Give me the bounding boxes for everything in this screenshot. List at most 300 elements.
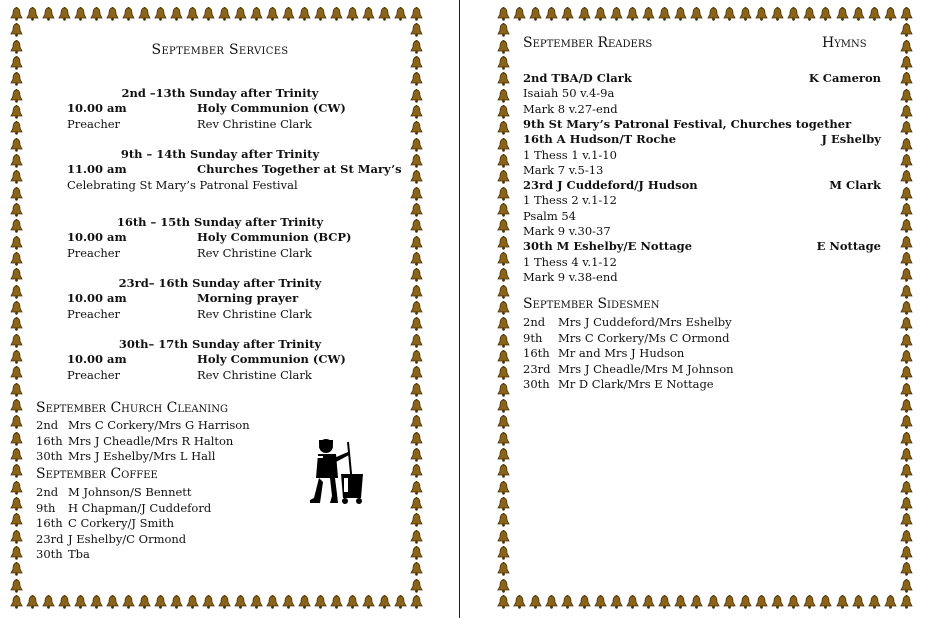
sidesmen-date: 23rd — [523, 361, 551, 376]
service-preacher: Rev Christine Clark — [197, 246, 312, 260]
hymns-name: K Cameron — [808, 71, 881, 85]
bell-icon — [900, 349, 913, 363]
bell-icon — [497, 137, 510, 151]
bell-icon — [900, 496, 913, 510]
bell-icon — [545, 6, 558, 20]
bell-icon — [378, 594, 391, 608]
bell-icon — [900, 578, 913, 592]
service-time: 10.00 am — [67, 352, 127, 366]
bell-icon — [900, 71, 913, 85]
bell-icon — [298, 594, 311, 608]
bell-icon — [819, 6, 832, 20]
bell-icon — [819, 594, 832, 608]
sidesmen-names: Mrs J Cuddeford/Mrs Eshelby — [558, 315, 732, 329]
bell-icon — [410, 186, 423, 200]
bell-icon — [868, 594, 881, 608]
bell-icon — [497, 365, 510, 379]
bell-icon — [739, 6, 752, 20]
reading: Mark 9 v.30-37 — [523, 224, 611, 238]
bell-icon — [900, 251, 913, 265]
coffee-date: 30th — [36, 547, 63, 561]
bell-icon — [410, 561, 423, 575]
bell-icon — [410, 414, 423, 428]
bell-icon — [410, 235, 423, 249]
bell-icon — [852, 6, 865, 20]
bell-icon — [410, 120, 423, 134]
service-event: Churches Together at St Mary’s — [197, 162, 402, 176]
bell-icon — [410, 6, 423, 20]
coffee-names: H Chapman/J Cuddeford — [68, 500, 212, 515]
bell-icon — [410, 545, 423, 559]
bell-icon — [900, 512, 913, 526]
bell-icon — [545, 594, 558, 608]
bell-icon — [497, 169, 510, 183]
service-preacher: Rev Christine Clark — [197, 368, 312, 382]
reading: 1 Thess 2 v.1-12 — [523, 193, 617, 208]
bell-icon — [642, 6, 655, 20]
service-event: Holy Communion (CW) — [197, 352, 346, 366]
bell-icon — [74, 6, 87, 20]
service-label: Preacher — [67, 117, 121, 131]
bell-icon — [362, 6, 375, 20]
reader-heading: 2nd TBA/D Clark — [523, 71, 632, 85]
bell-icon — [10, 104, 23, 118]
bell-icon — [234, 594, 247, 608]
bell-icon — [497, 39, 510, 53]
bell-icon — [10, 300, 23, 314]
hymns-name: E Nottage — [816, 239, 881, 254]
bell-icon — [410, 202, 423, 216]
bell-icon — [410, 104, 423, 118]
bell-icon — [497, 284, 510, 298]
bell-icon — [803, 6, 816, 20]
bell-icon — [610, 6, 623, 20]
bell-icon — [10, 6, 23, 20]
bell-icon — [497, 545, 510, 559]
reading: Isaiah 50 v.4-9a — [523, 86, 615, 101]
service-event: Holy Communion (CW) — [197, 101, 346, 115]
bell-icon — [10, 480, 23, 494]
reader-heading: 23rd J Cuddeford/J Hudson — [523, 178, 698, 193]
bell-icon — [10, 594, 23, 608]
bell-icon — [594, 594, 607, 608]
bell-icon — [900, 186, 913, 200]
sidesmen-date: 9th — [523, 330, 543, 345]
bell-icon — [674, 6, 687, 20]
bell-icon — [900, 235, 913, 249]
bell-icon — [787, 6, 800, 20]
bell-icon — [42, 594, 55, 608]
hymns-name: J Eshelby — [821, 132, 881, 147]
bell-icon — [658, 6, 671, 20]
bell-icon — [10, 120, 23, 134]
bell-icon — [282, 594, 295, 608]
reading: 1 Thess 1 v.1-10 — [523, 147, 617, 162]
bell-icon — [410, 349, 423, 363]
bell-icon — [497, 251, 510, 265]
service-label: Celebrating St Mary’s Patronal Festival — [67, 178, 298, 192]
bell-icon — [10, 529, 23, 543]
bell-icon — [410, 71, 423, 85]
bell-icon — [314, 594, 327, 608]
bell-icon — [410, 365, 423, 379]
bell-icon — [170, 6, 183, 20]
bell-icon — [707, 6, 720, 20]
sidesmen-date: 30th — [523, 377, 550, 391]
bell-icon — [900, 104, 913, 118]
bell-icon — [868, 6, 881, 20]
bell-icon — [497, 202, 510, 216]
bell-icon — [610, 594, 623, 608]
reader-heading: 9th St Mary’s Patronal Festival, Churches together — [523, 116, 852, 131]
bell-icon — [250, 6, 263, 20]
bell-icon — [497, 22, 510, 36]
bell-icon — [10, 365, 23, 379]
bell-icon — [884, 6, 897, 20]
service-preacher: Rev Christine Clark — [197, 307, 312, 321]
bell-icon — [561, 594, 574, 608]
bell-icon — [10, 186, 23, 200]
cleaning-title: September Church Cleaning — [36, 400, 228, 416]
bell-icon — [497, 447, 510, 461]
bell-icon — [900, 594, 913, 608]
coffee-names: J Eshelby/C Ormond — [68, 531, 187, 546]
bell-icon — [497, 6, 510, 20]
bell-icon — [10, 202, 23, 216]
bell-icon — [561, 6, 574, 20]
bell-icon — [346, 594, 359, 608]
reading: Mark 9 v.38-end — [523, 269, 618, 284]
bell-icon — [26, 594, 39, 608]
bell-icon — [154, 6, 167, 20]
bell-icon — [900, 545, 913, 559]
bell-icon — [852, 594, 865, 608]
bell-icon — [497, 349, 510, 363]
bell-icon — [900, 316, 913, 330]
bell-icon — [497, 235, 510, 249]
service-label: Preacher — [67, 246, 121, 260]
bell-icon — [900, 153, 913, 167]
bell-icon — [410, 251, 423, 265]
bell-icon — [900, 55, 913, 69]
bell-icon — [739, 594, 752, 608]
bell-icon — [10, 545, 23, 559]
bell-icon — [202, 594, 215, 608]
bell-icon — [642, 594, 655, 608]
bell-icon — [900, 218, 913, 232]
bell-icon — [529, 594, 542, 608]
bell-icon — [10, 447, 23, 461]
cleaning-names: Mrs J Cheadle/Mrs R Halton — [68, 433, 234, 448]
sidesmen-names: Mrs C Corkery/Ms C Ormond — [558, 330, 730, 345]
bell-icon — [10, 316, 23, 330]
service-event: Holy Communion (BCP) — [197, 230, 352, 244]
bell-icon — [900, 300, 913, 314]
bell-icon — [90, 594, 103, 608]
bell-icon — [266, 6, 279, 20]
bell-icon — [723, 594, 736, 608]
bell-icon — [900, 267, 913, 281]
reading: Mark 7 v.5-13 — [523, 162, 604, 177]
service-time: 10.00 am — [67, 101, 127, 115]
reader-heading: 16th A Hudson/T Roche — [523, 132, 677, 147]
bell-icon — [410, 529, 423, 543]
hymns-title: Hymns — [822, 35, 867, 51]
bell-icon — [513, 6, 526, 20]
bell-icon — [122, 6, 135, 20]
service-preacher: Rev Christine Clark — [197, 117, 312, 131]
bell-icon — [234, 6, 247, 20]
bell-icon — [10, 235, 23, 249]
sidesmen-date: 2nd — [523, 315, 546, 329]
cleaning-names: Mrs J Eshelby/Mrs L Hall — [68, 449, 216, 463]
bell-icon — [900, 169, 913, 183]
bell-icon — [170, 594, 183, 608]
left-page — [10, 6, 423, 608]
bell-icon — [122, 594, 135, 608]
service-heading: 16th – 15th Sunday after Trinity — [116, 215, 324, 229]
coffee-title: September Coffee — [36, 466, 158, 482]
bell-icon — [497, 333, 510, 347]
service-label: Preacher — [67, 368, 121, 382]
bell-icon — [497, 316, 510, 330]
bell-icon — [74, 594, 87, 608]
service-heading: 23rd– 16th Sunday after Trinity — [118, 276, 322, 290]
bell-icon — [497, 496, 510, 510]
bell-icon — [10, 431, 23, 445]
bell-icon — [900, 120, 913, 134]
cleaning-names: Mrs C Corkery/Mrs G Harrison — [68, 418, 250, 432]
bell-icon — [497, 88, 510, 102]
right-page — [497, 6, 913, 608]
bell-icon — [900, 414, 913, 428]
bell-icon — [900, 431, 913, 445]
bell-icon — [658, 594, 671, 608]
service-time: 11.00 am — [67, 162, 127, 176]
bell-icon — [900, 88, 913, 102]
bell-icon — [42, 6, 55, 20]
coffee-date: 9th — [36, 500, 56, 515]
bell-icon — [154, 594, 167, 608]
service-heading: 30th– 17th Sunday after Trinity — [118, 337, 322, 351]
bell-icon — [10, 22, 23, 36]
bell-icon — [900, 398, 913, 412]
bell-icon — [90, 6, 103, 20]
bell-icon — [282, 6, 295, 20]
bell-icon — [186, 6, 199, 20]
bell-icon — [900, 529, 913, 543]
bell-icon — [266, 594, 279, 608]
bell-icon — [410, 496, 423, 510]
coffee-date: 23rd — [36, 531, 64, 546]
bell-icon — [497, 480, 510, 494]
bell-icon — [513, 594, 526, 608]
bell-icon — [330, 6, 343, 20]
bell-icon — [497, 561, 510, 575]
bell-icon — [884, 594, 897, 608]
bell-icon — [26, 6, 39, 20]
bell-icon — [626, 6, 639, 20]
bell-icon — [497, 55, 510, 69]
bell-icon — [900, 480, 913, 494]
sidesmen-date: 16th — [523, 346, 550, 360]
bell-icon — [410, 594, 423, 608]
bell-icon — [410, 169, 423, 183]
service-heading: 2nd –13th Sunday after Trinity — [121, 86, 319, 100]
bell-icon — [10, 512, 23, 526]
bell-icon — [497, 594, 510, 608]
bell-icon — [900, 137, 913, 151]
bell-icon — [410, 316, 423, 330]
bell-icon — [497, 414, 510, 428]
service-time: 10.00 am — [67, 230, 127, 244]
bell-icon — [202, 6, 215, 20]
bell-icon — [10, 496, 23, 510]
bell-icon — [690, 594, 703, 608]
bell-icon — [378, 6, 391, 20]
bell-icon — [836, 6, 849, 20]
bell-icon — [497, 382, 510, 396]
sidesmen-title: September Sidesmen — [523, 296, 660, 312]
bell-icon — [723, 6, 736, 20]
bell-icon — [497, 431, 510, 445]
bell-icon — [497, 512, 510, 526]
bell-icon — [497, 398, 510, 412]
bell-icon — [410, 512, 423, 526]
bell-icon — [106, 6, 119, 20]
bell-icon — [410, 398, 423, 412]
bell-icon — [497, 463, 510, 477]
bell-icon — [138, 594, 151, 608]
bell-icon — [836, 594, 849, 608]
bell-icon — [218, 594, 231, 608]
bell-icon — [10, 169, 23, 183]
bell-icon — [410, 22, 423, 36]
bell-icon — [900, 333, 913, 347]
bell-icon — [10, 561, 23, 575]
bell-icon — [298, 6, 311, 20]
bell-icon — [497, 267, 510, 281]
hymns-name: M Clark — [829, 178, 881, 193]
coffee-names: M Johnson/S Bennett — [68, 485, 192, 499]
bell-icon — [362, 594, 375, 608]
sidesmen-names: Mr D Clark/Mrs E Nottage — [558, 377, 714, 391]
bell-icon — [330, 594, 343, 608]
bell-icon — [497, 578, 510, 592]
bell-icon — [707, 594, 720, 608]
bell-icon — [218, 6, 231, 20]
bell-icon — [771, 6, 784, 20]
bell-icon — [497, 153, 510, 167]
bell-icon — [186, 594, 199, 608]
bell-icon — [594, 6, 607, 20]
bell-icon — [138, 6, 151, 20]
bell-icon — [497, 71, 510, 85]
bell-icon — [394, 6, 407, 20]
coffee-date: 2nd — [36, 485, 59, 499]
reading: Mark 8 v.27-end — [523, 101, 618, 116]
bell-icon — [346, 6, 359, 20]
sidesmen-names: Mrs J Cheadle/Mrs M Johnson — [558, 361, 734, 376]
coffee-names: Tba — [68, 547, 90, 561]
bell-icon — [787, 594, 800, 608]
readers-title: September Readers — [523, 35, 653, 51]
bell-icon — [410, 300, 423, 314]
bell-icon — [10, 398, 23, 412]
bell-icon — [410, 578, 423, 592]
page-divider — [459, 0, 460, 618]
bell-icon — [755, 594, 768, 608]
bell-icon — [410, 431, 423, 445]
bell-icon — [529, 6, 542, 20]
bell-icon — [497, 186, 510, 200]
service-label: Preacher — [67, 307, 121, 321]
bell-icon — [106, 594, 119, 608]
bell-icon — [900, 284, 913, 298]
bell-icon — [497, 218, 510, 232]
bell-icon — [10, 578, 23, 592]
bell-icon — [497, 300, 510, 314]
bell-icon — [900, 202, 913, 216]
bell-icon — [900, 6, 913, 20]
services-title: September Services — [151, 42, 289, 58]
cleaning-date: 30th — [36, 449, 63, 463]
bell-icon — [803, 594, 816, 608]
bell-icon — [394, 594, 407, 608]
reader-heading: 30th M Eshelby/E Nottage — [523, 239, 693, 254]
sidesmen-names: Mr and Mrs J Hudson — [558, 346, 685, 360]
bell-icon — [10, 349, 23, 363]
bell-icon — [578, 6, 591, 20]
cleaning-date: 2nd — [36, 418, 59, 432]
bell-icon — [410, 480, 423, 494]
service-time: 10.00 am — [67, 291, 127, 305]
bell-icon — [314, 6, 327, 20]
service-event: Morning prayer — [197, 291, 299, 305]
reading: 1 Thess 4 v.1-12 — [523, 254, 617, 269]
bell-icon — [497, 529, 510, 543]
cleaning-date: 16th — [36, 433, 63, 448]
bell-icon — [410, 382, 423, 396]
bell-icon — [900, 22, 913, 36]
bell-icon — [10, 71, 23, 85]
coffee-names: C Corkery/J Smith — [68, 516, 175, 530]
reading: Psalm 54 — [523, 208, 577, 223]
bell-icon — [900, 382, 913, 396]
bell-icon — [900, 561, 913, 575]
bell-icon — [771, 594, 784, 608]
bell-icon — [497, 120, 510, 134]
service-heading: 9th – 14th Sunday after Trinity — [120, 147, 320, 161]
bell-icon — [10, 414, 23, 428]
bell-icon — [578, 594, 591, 608]
bell-icon — [900, 39, 913, 53]
bell-icon — [58, 6, 71, 20]
bell-icon — [755, 6, 768, 20]
cleaner-with-mop-icon — [308, 434, 368, 506]
bell-icon — [250, 594, 263, 608]
bell-icon — [497, 104, 510, 118]
coffee-date: 16th — [36, 516, 63, 530]
bell-icon — [10, 463, 23, 477]
bell-icon — [900, 365, 913, 379]
bell-icon — [10, 382, 23, 396]
bell-icon — [58, 594, 71, 608]
bell-icon — [410, 447, 423, 461]
bell-icon — [10, 251, 23, 265]
bell-icon — [900, 463, 913, 477]
bell-icon — [674, 594, 687, 608]
